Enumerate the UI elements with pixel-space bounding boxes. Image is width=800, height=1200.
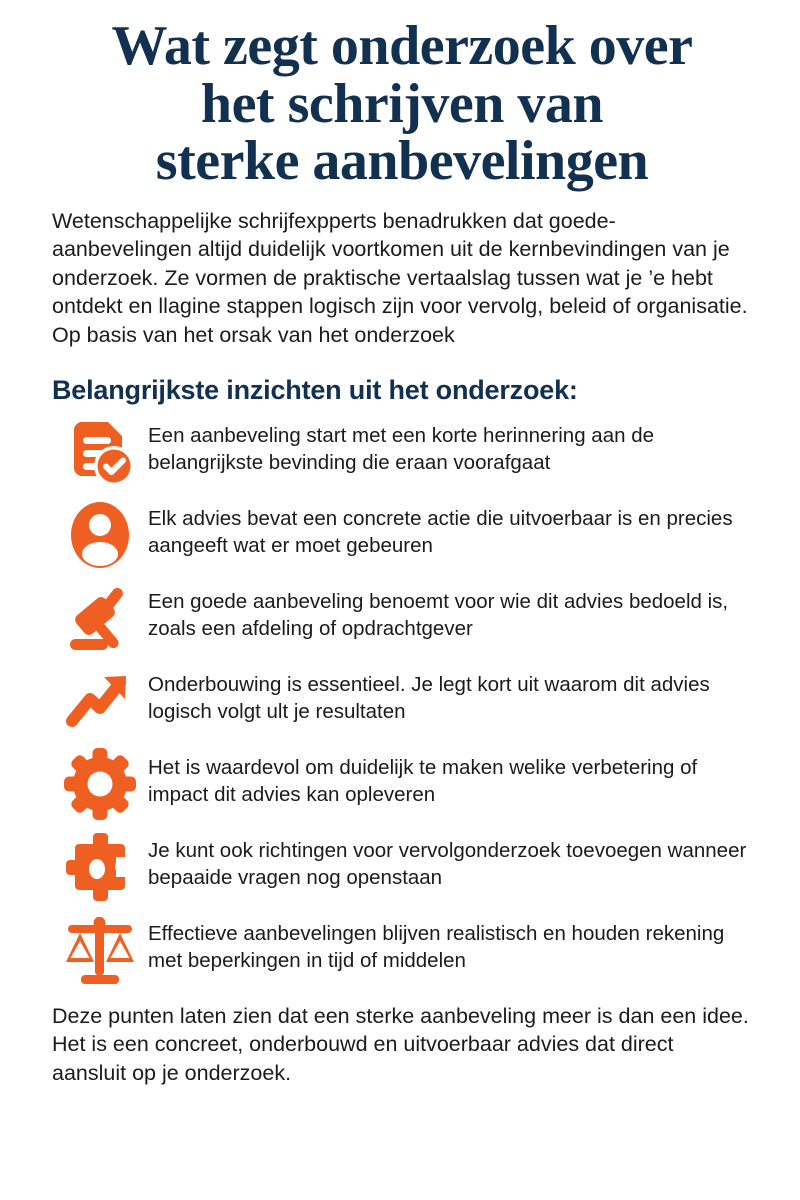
list-item	[52, 829, 756, 905]
list-item-text: Je kunt ook richtingen voor vervolgonderzoek toevoegen wanneer bepaaide vragen nog openstaan	[148, 838, 747, 889]
list-item	[52, 497, 756, 573]
gavel-icon	[52, 580, 148, 656]
person-icon	[52, 497, 148, 573]
list-item	[52, 414, 756, 490]
list-item	[52, 580, 756, 656]
list-item-text: Elk advies bevat een concrete actie die uitvoerbaar is en precies aangeeft wat er moet gebeuren	[148, 506, 733, 557]
page-title	[48, 15, 756, 193]
page-title-line-2: het schrijven van	[200, 72, 604, 135]
intro-paragraph: Wetenschappelijke schrijfexpperts benadrukken dat goede-aanbevelingen altijd duidelijk voortkomen uit de kernbevindingen van je onderzoek. Ze vormen de praktische vertaalslag tussen wat je ’e hebt ontdekt en llagine stappen logisch zijn voor vervolg, beleid of organisatie. Op basis van het orsak van het onderzoek	[52, 209, 748, 347]
list-item-text: Een aanbeveling start met een korte herinnering aan de belangrijkste bevinding die eraan voorafgaat	[148, 423, 655, 474]
page-title-line-3: sterke aanbevelingen	[155, 130, 649, 193]
list-item-text: Effectieve aanbevelingen blijven realistisch en houden rekening met beperkingen in tijd of middelen	[148, 921, 725, 972]
section-heading: Belangrijkste inzichten uit het onderzoek:	[52, 374, 578, 405]
page-title-line-1: Wat zegt onderzoek over	[111, 15, 693, 77]
document-check-icon	[52, 414, 148, 490]
list-item-text: Onderbouwing is essentieel. Je legt kort uit waarom dit advies logisch volgt ult je resultaten	[148, 672, 710, 723]
list-item	[52, 912, 756, 988]
outro-paragraph: Deze punten laten zien dat een sterke aanbeveling meer is dan een idee. Het is een concreet, onderbouwd en uitvoerbaar advies dat direct aansluit op je onderzoek.	[52, 1003, 749, 1085]
insights-list	[48, 414, 756, 988]
list-item-text: Het is waardevol om duidelijk te maken welike verbetering of impact dit advies kan opleveren	[148, 755, 698, 806]
gear-icon	[52, 746, 148, 822]
list-item-text: Een goede aanbeveling benoemt voor wie dit advies bedoeld is, zoals een afdeling of opdrachtgever	[148, 589, 729, 640]
list-item	[52, 746, 756, 822]
puzzle-piece-icon	[52, 829, 148, 905]
balance-scale-icon	[52, 912, 148, 988]
list-item	[52, 663, 756, 739]
trend-arrow-up-icon	[52, 663, 148, 739]
